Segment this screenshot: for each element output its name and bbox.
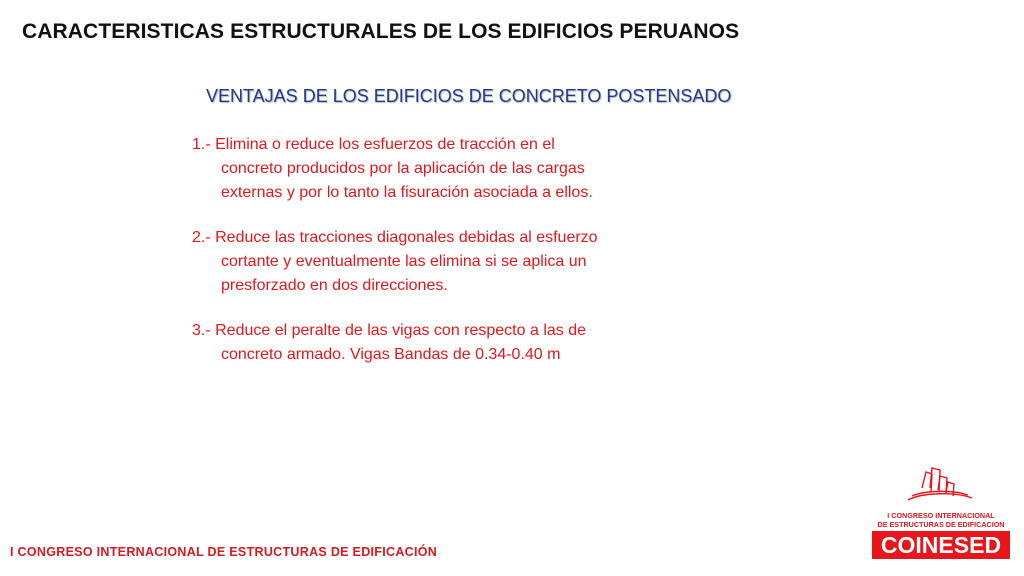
advantage-1-line-2: concreto producidos por la aplicación de las cargas — [221, 160, 585, 177]
advantage-1-line-1: 1.- Elimina o reduce los esfuerzos de tracción en el — [192, 136, 555, 153]
advantage-3-line-2: concreto armado. Vigas Bandas de 0.34-0.40 m — [221, 346, 561, 363]
coinesed-logo — [868, 466, 1014, 564]
advantage-item-2 — [192, 226, 712, 298]
advantage-item-1 — [192, 133, 712, 205]
logo-brand-text: COINESED — [880, 532, 1002, 558]
advantage-1-line-3: externas y por lo tanto la fisuración asociada a ellos. — [221, 184, 593, 201]
logo-buildings-icon — [908, 468, 972, 500]
advantage-item-3 — [192, 319, 712, 367]
advantage-3-line-1: 3.- Reduce el peralte de las vigas con respecto a las de — [192, 322, 587, 339]
advantages-list — [192, 133, 712, 388]
slide-title: CARACTERISTICAS ESTRUCTURALES DE LOS EDIFICIOS PERUANOS — [22, 20, 740, 43]
slide-subtitle: VENTAJAS DE LOS EDIFICIOS DE CONCRETO POSTENSADO — [206, 86, 732, 106]
logo-line-2: DE ESTRUCTURAS DE EDIFICACION — [877, 520, 1005, 529]
logo-line-1: I CONGRESO INTERNACIONAL — [887, 511, 995, 520]
advantage-2-line-1: 2.- Reduce las tracciones diagonales debidas al esfuerzo — [192, 229, 598, 246]
advantage-2-line-3: presforzado en dos direcciones. — [221, 277, 448, 294]
advantage-2-line-2: cortante y eventualmente las elimina si se aplica un — [221, 253, 587, 270]
footer-congress-name: I CONGRESO INTERNACIONAL DE ESTRUCTURAS DE EDIFICACIÓN — [10, 545, 438, 559]
